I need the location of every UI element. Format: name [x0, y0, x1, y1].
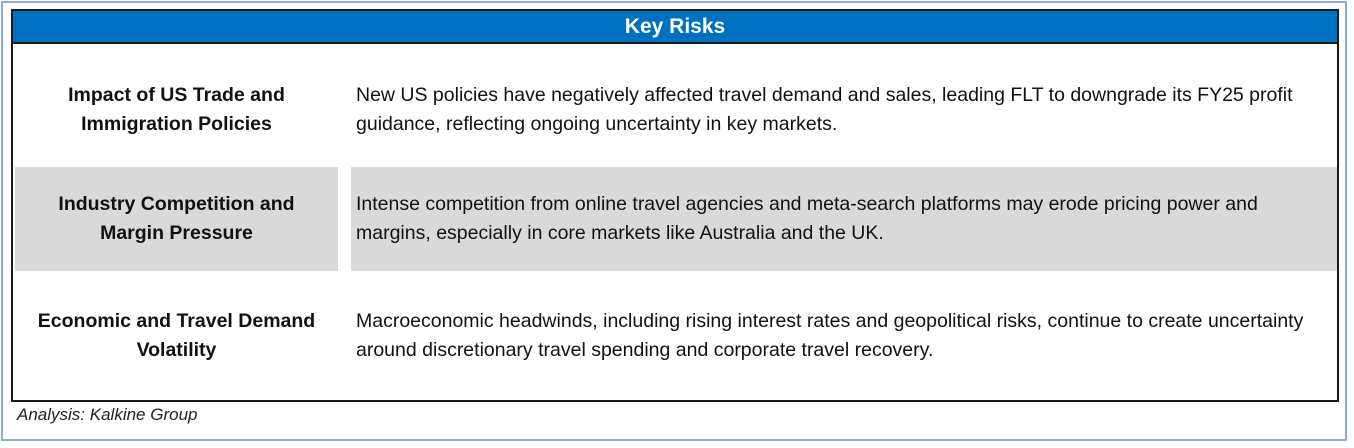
key-risks-table	[11, 9, 1339, 402]
table-row	[13, 167, 1337, 271]
risk-description: Intense competition from online travel agencies and meta-search platforms may erode pricing power and margins, especially in core markets like Australia and the UK.	[351, 167, 1337, 271]
table-row	[13, 44, 1337, 176]
risk-description: Macroeconomic headwinds, including rising interest rates and geopolitical risks, continue to create uncertainty around discretionary travel spending and corporate travel recovery.	[356, 309, 1304, 361]
source-note: Analysis: Kalkine Group	[17, 405, 198, 424]
risk-name: Industry Competition and Margin Pressure	[15, 167, 338, 271]
risk-name: Impact of US Trade and Immigration Policies	[68, 84, 285, 135]
table-row	[13, 271, 1337, 400]
risk-name: Economic and Travel Demand Volatility	[37, 309, 316, 361]
risk-description: New US policies have negatively affected travel demand and sales, leading FLT to downgrade its FY25 profit guidance, reflecting ongoing uncertainty in key markets.	[356, 84, 1293, 135]
table-title: Key Risks	[13, 11, 1337, 44]
